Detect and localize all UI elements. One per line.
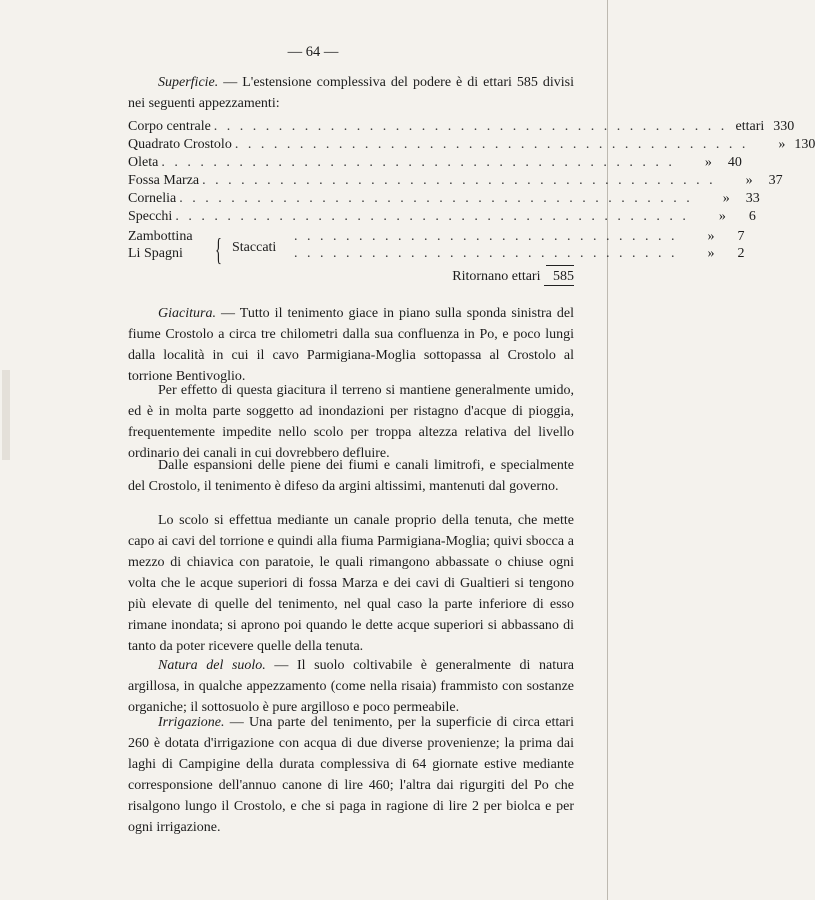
natura-heading: Natura del suolo. (158, 658, 266, 673)
espansioni-paragraph: Dalle espansioni delle piene dei fiumi e canali limitrofi, e specialmente del Crostolo, il tenimento è difeso da argini altissimi, mantenuti dal governo. (128, 458, 574, 494)
row-value: 33 (745, 191, 760, 206)
scolo-paragraph: Lo scolo si effettua mediante un canale proprio della tenuta, che mette capo ai cavi del torrione e quindi alla fiuma Parmigiana-Moglia; quivi sbocca a mezzo di chiavica con paratoie, le quali rimangono abbassate o chiuse ogni volta che le acque superiori di fossa Marza e dei cavi di Gualtieri si tengono più elevate di quelle del tenimento, nel qual caso la parte inferiore di esso rimane inondata; si aprono poi quando le dette acque superiori si abbassano di tanto da poter ricevere quelle della tenuta. (128, 513, 574, 654)
table-row (128, 229, 745, 247)
row-unit: » (718, 209, 726, 224)
row-name: Fossa Marza (128, 173, 200, 188)
table-row (128, 137, 815, 155)
table-row (128, 246, 745, 264)
staccati-brace: { (215, 231, 222, 267)
superficie-text: — L'estensione complessiva del podere è di ettari 585 divisi nei seguenti appezzamenti: (128, 75, 574, 111)
giacitura-text: — Tutto il tenimento giace in piano sulla sponda sinistra del fiume Crostolo a circa tre chilometri dalla sua confluenza in Po, e poco lungi dalla località in cui il cavo Parmigiana-Moglia sottopassa al Crostolo al torrione Bentivoglio. (128, 306, 574, 384)
row-unit: » (707, 229, 715, 244)
table-row (128, 155, 742, 173)
row-name: Quadrato Crostolo (128, 137, 232, 152)
total-row (128, 269, 574, 286)
leader-dots: . . . . . . . . . . . . . . . . . . . . . . . . . . . . . . . . . . . . . . . . (202, 173, 716, 188)
row-value: 7 (737, 229, 745, 244)
row-unit: ettari (735, 119, 765, 134)
row-value: 37 (768, 173, 783, 188)
natura-text: — Il suolo coltivabile è generalmente di natura argillosa, in qualche appezzamento (come nella risaia) frammisto con sostanze organiche; il sottosuolo è pure argilloso e poco permeabile. (128, 658, 575, 715)
irrigazione-paragraph (128, 712, 574, 838)
row-unit: » (704, 155, 712, 170)
row-unit: » (745, 173, 753, 188)
row-unit: » (707, 246, 715, 261)
superficie-heading: Superficie. (158, 75, 219, 90)
page-edge-rule (607, 0, 608, 900)
row-value: 6 (748, 209, 756, 224)
irrigazione-text: — Una parte del tenimento, per la superficie di circa ettari 260 è dotata d'irrigazione con acqua di due diverse provenienze; la prima dai laghi di Campigine della durata complessiva di 64 giornate estive mediante corresponsione dell'annuo canone di lire 460; l'altra dai rigurgiti del Po che risalgono lungo il Crostolo, e che si paga in ragione di lire 2 per biolca e per ogni irrigazione. (128, 715, 574, 835)
row-name: Zambottina (128, 229, 193, 244)
leader-dots: . . . . . . . . . . . . . . . . . . . . . . . . . . . . . . . . . . . . . . . . (161, 155, 675, 170)
leader-dots: . . . . . . . . . . . . . . . . . . . . . . . . . . . . . . (294, 229, 678, 244)
row-name: Oleta (128, 155, 159, 170)
row-value: 2 (737, 246, 745, 261)
giacitura-paragraph (128, 303, 574, 387)
row-unit: » (722, 191, 730, 206)
giacitura-heading: Giacitura. (158, 306, 216, 321)
table-row (128, 191, 760, 209)
superficie-paragraph (128, 72, 574, 114)
irrigazione-heading: Irrigazione. (158, 715, 225, 730)
leader-dots: . . . . . . . . . . . . . . . . . . . . . . . . . . . . . . . . . . . . . . . . (179, 191, 693, 206)
leader-dots: . . . . . . . . . . . . . . . . . . . . . . . . . . . . . . . . . . . . . . . . (175, 209, 689, 224)
staccati-label: Staccati (232, 240, 277, 255)
page-stain (2, 370, 10, 460)
leader-dots: . . . . . . . . . . . . . . . . . . . . . . . . . . . . . . . . . . . . . . . . (213, 119, 728, 134)
leader-dots: . . . . . . . . . . . . . . . . . . . . . . . . . . . . . . (294, 246, 678, 261)
effetto-paragraph: Per effetto di questa giacitura il terreno si mantiene generalmente umido, ed è in molta parte soggetto ad inondazioni per ristagno d'acque di pioggia, frequentemente impedite nello scolo per troppa altezza relativa del livello ordinario dei canali in cui dovrebbero defluire. (128, 383, 574, 461)
row-unit: » (778, 137, 786, 152)
sum-rule (546, 265, 574, 266)
row-value: 130 (794, 137, 815, 152)
leader-dots: . . . . . . . . . . . . . . . . . . . . . . . . . . . . . . . . . . . . . . . . (234, 137, 749, 152)
total-value: 585 (544, 269, 574, 286)
row-name: Specchi (128, 209, 173, 224)
table-row (128, 119, 795, 137)
row-value: 330 (773, 119, 795, 134)
table-row (128, 173, 783, 191)
row-name: Corpo centrale (128, 119, 211, 134)
row-name: Cornelia (128, 191, 177, 206)
page-number: — 64 — (287, 44, 339, 60)
total-label: Ritornano ettari (452, 269, 541, 284)
natura-paragraph (128, 655, 574, 718)
row-name: Li Spagni (128, 246, 183, 261)
row-value: 40 (727, 155, 742, 170)
table-row (128, 209, 756, 227)
